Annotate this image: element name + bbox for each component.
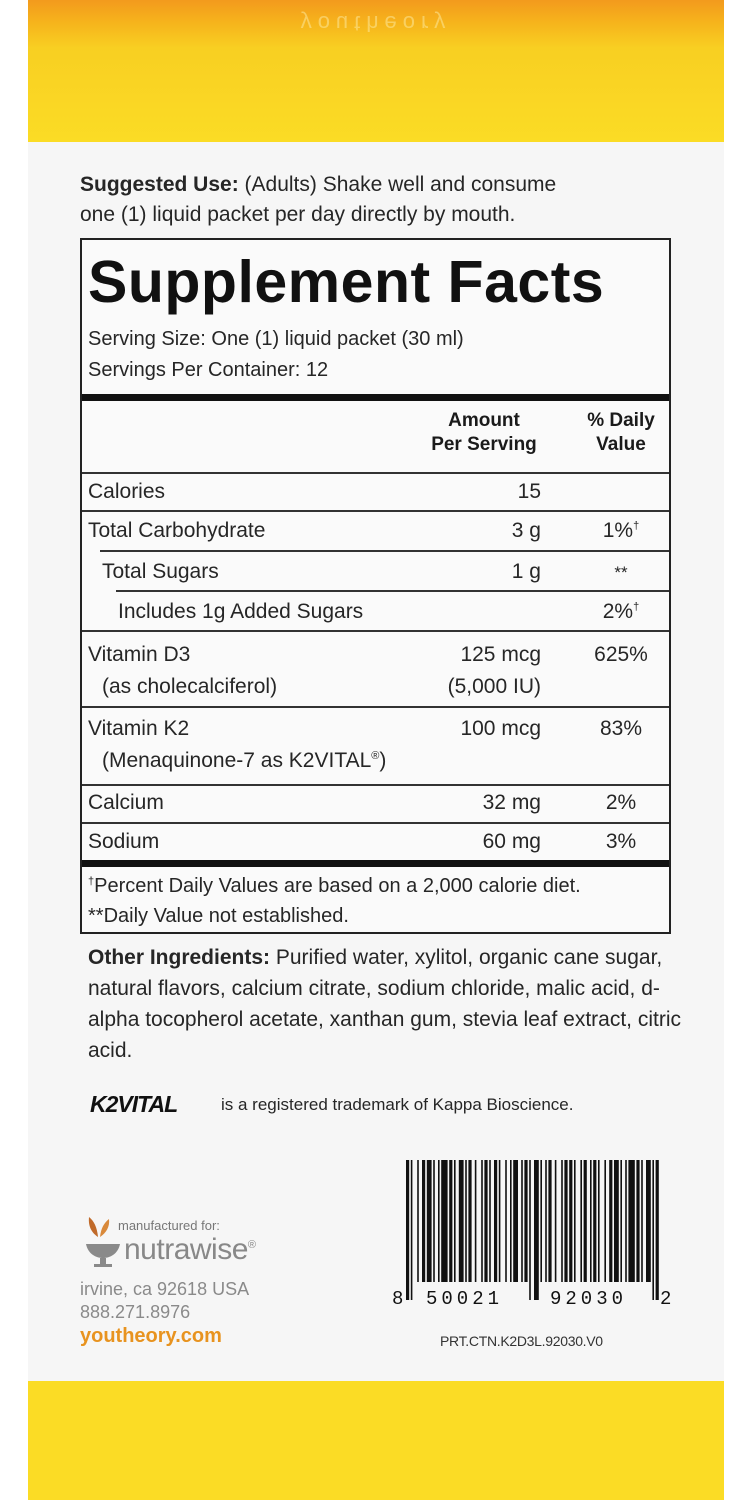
address: irvine, ca 92618 USA — [80, 1279, 250, 1299]
suggested-use-line1: (Adults) Shake well and consume — [238, 173, 557, 196]
row-divider — [82, 510, 669, 512]
barcode-bar — [584, 1160, 587, 1282]
barcode-bar — [580, 1160, 582, 1282]
barcode-bar — [475, 1160, 477, 1282]
barcode-bar — [513, 1160, 518, 1282]
barcode-bar — [465, 1160, 467, 1282]
barcode-bar — [427, 1160, 432, 1282]
suggested-use — [80, 170, 680, 230]
barcode-bar — [454, 1160, 456, 1282]
amount-per-serving-header: Amount Per Serving — [431, 410, 537, 455]
barcode-bar — [652, 1160, 654, 1300]
nutrawise-wordmark: nutrawise® — [124, 1233, 256, 1266]
top-color-band — [28, 0, 724, 142]
barcode-bar — [481, 1160, 483, 1282]
servings-per-container: Servings Per Container: 12 — [88, 359, 329, 381]
other-ingredients — [88, 942, 688, 1066]
barcode-bar — [459, 1160, 464, 1282]
barcode-bar — [524, 1160, 527, 1282]
k2vital-logo: K2VITAL — [90, 1091, 178, 1117]
barcode-group-right: 92030 — [550, 1288, 628, 1310]
row-divider — [100, 550, 669, 552]
barcode-bar — [636, 1160, 639, 1282]
barcode-bar — [529, 1160, 531, 1300]
barcode-bar — [641, 1160, 643, 1282]
barcode-bar — [625, 1160, 627, 1282]
barcode-bar — [555, 1160, 557, 1282]
barcode-bar — [598, 1160, 600, 1282]
footnote-not-established: **Daily Value not established. — [88, 905, 349, 927]
barcode-bar — [620, 1160, 622, 1282]
barcode-bar — [417, 1160, 419, 1282]
barcode-bar — [505, 1160, 507, 1282]
barcode-bar — [489, 1160, 491, 1282]
phone-number: 888.271.8976 — [80, 1302, 191, 1322]
barcode-digit-right: 2 — [660, 1288, 672, 1310]
barcode-bar — [604, 1160, 606, 1282]
daily-value-header: % Daily Value — [587, 410, 655, 455]
barcode-bar — [441, 1160, 447, 1282]
barcode-bar — [656, 1160, 659, 1300]
website: youtheory.com — [80, 1325, 222, 1347]
barcode-bar — [438, 1160, 440, 1282]
thick-rule — [82, 394, 669, 401]
barcode-digit-left: 8 — [392, 1288, 404, 1310]
footnote-daily-values: †Percent Daily Values are based on a 2,000 calorie diet. — [88, 875, 581, 897]
barcode-group-left: 50021 — [426, 1288, 504, 1310]
barcode-bar — [646, 1160, 651, 1282]
suggested-use-line2: one (1) liquid packet per day directly by mouth. — [80, 203, 516, 226]
barcode-bar — [433, 1160, 435, 1282]
barcode-bar — [484, 1160, 487, 1282]
barcode-bar — [564, 1160, 567, 1282]
print-code: PRT.CTN.K2D3L.92030.V0 — [440, 1333, 603, 1349]
barcode-bar — [468, 1160, 471, 1282]
barcode-bar — [569, 1160, 572, 1282]
barcode-bar — [548, 1160, 551, 1282]
barcode-bar — [411, 1160, 413, 1300]
barcode-bar — [590, 1160, 592, 1282]
bottom-color-band — [28, 1381, 724, 1500]
barcode-bar — [510, 1160, 512, 1282]
barcode-bar — [422, 1160, 425, 1282]
other-ingredients-label: Other Ingredients: — [88, 946, 271, 969]
row-divider — [82, 822, 669, 824]
supplement-facts-panel: Supplement Facts Serving Size: One (1) liquid packet (30 ml) Servings Per Container: 12 Amount Per Serving % Daily Value Calories 15 Total Carbohydrate 3 g 1%† Total Sugars 1 g ** Includes 1g Added Sugars 2%† Vitamin D3 (as cholecalciferol) 125 mcg (5,000 IU) 625% Vitamin K2 (Menaquinone-7 as K2VITAL®) 100 mcg 83% Calcium 32 mg 2% Sodium 60 mg 3% †Percent Daily Values are based on a 2,000 calorie diet. **Daily Value not established. — [80, 238, 671, 934]
serving-size: Serving Size: One (1) liquid packet (30 ml) — [88, 328, 464, 350]
embossed-logo: youtheory — [300, 11, 452, 36]
suggested-use-label: Suggested Use: — [80, 173, 239, 196]
row-vitamin-d3: Vitamin D3 (as cholecalciferol) 125 mcg (5,000 IU) 625% — [88, 643, 648, 698]
thick-rule — [82, 860, 669, 867]
barcode-bar — [593, 1160, 596, 1282]
barcode-bar — [449, 1160, 452, 1282]
barcode-bar — [494, 1160, 497, 1282]
row-divider — [82, 472, 669, 474]
barcode-bar — [609, 1160, 612, 1282]
trademark-statement: is a registered trademark of Kappa Bioscience. — [221, 1095, 574, 1114]
manufactured-for-label: manufactured for: — [118, 1218, 220, 1233]
barcode-bar — [628, 1160, 634, 1282]
row-divider — [82, 706, 669, 708]
row-divider — [116, 590, 669, 592]
other-ingredients-text: Purified water, xylitol, organic cane sugar, natural flavors, calcium citrate, sodium chloride, malic acid, d-alpha tocopherol acetate, xanthan gum, stevia leaf extract, citric acid. — [88, 946, 681, 1062]
row-divider — [82, 630, 669, 632]
barcode-bar — [534, 1160, 539, 1300]
barcode-bar — [561, 1160, 563, 1282]
barcode-bar — [545, 1160, 547, 1282]
barcode-bar — [614, 1160, 619, 1282]
barcode-bar — [499, 1160, 501, 1282]
barcode-bar — [574, 1160, 576, 1282]
barcode-bar — [540, 1160, 542, 1282]
row-vitamin-k2: Vitamin K2 (Menaquinone-7 as K2VITAL®) 100 mcg 83% — [88, 717, 643, 772]
supplement-facts-title: Supplement Facts — [88, 249, 605, 315]
barcode-bar — [406, 1160, 409, 1300]
row-divider — [82, 784, 669, 786]
barcode-bar — [521, 1160, 523, 1282]
